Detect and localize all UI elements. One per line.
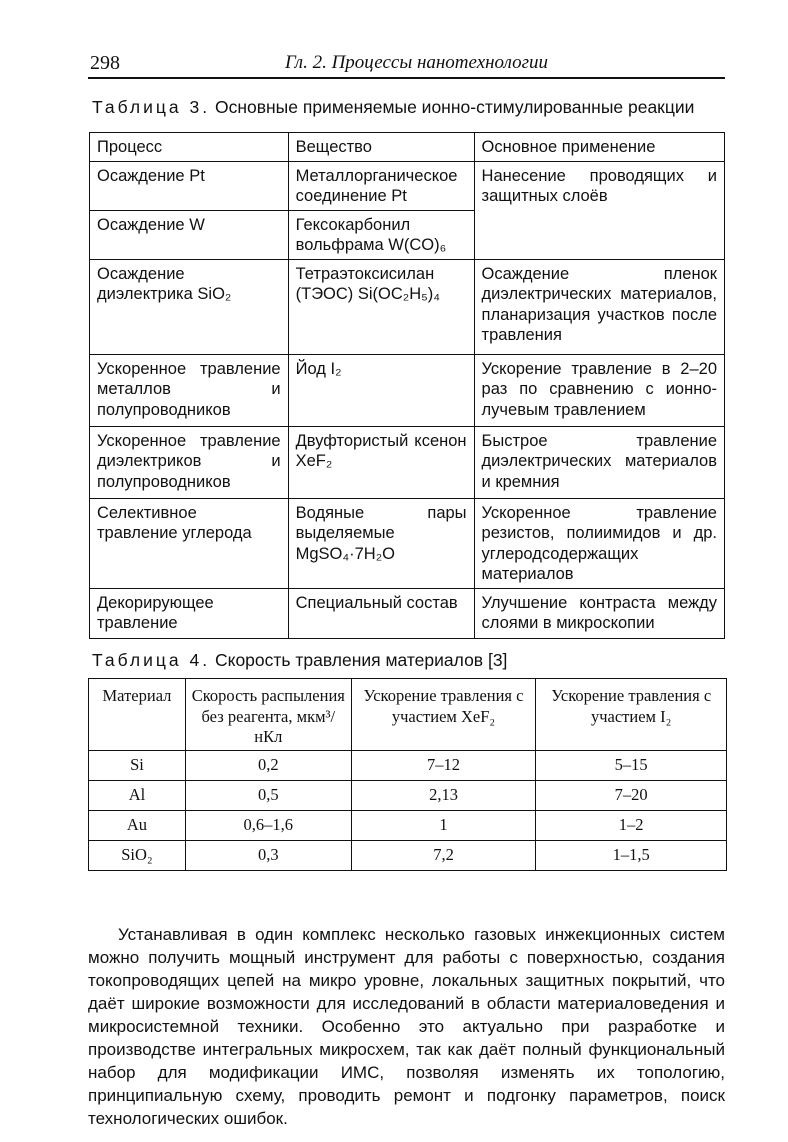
process-cell: Декорирующее травление	[90, 588, 289, 638]
table4-col-header: Ускорение травления с участием I₂	[536, 679, 727, 751]
table4-caption	[92, 650, 507, 671]
table3-caption-label: Таблица 3.	[92, 97, 211, 117]
process-cell: Ускоренное травление металлов и полупроводников	[90, 354, 289, 426]
table3-caption	[92, 97, 694, 118]
process-cell: Осаждение диэлектрика SiO₂	[90, 259, 289, 354]
application-cell: Ускорение травление в 2–20 раз по сравнению с ионно-лучевым травлением	[474, 354, 724, 426]
table3-row	[90, 588, 725, 638]
table3-row	[90, 498, 725, 588]
material-cell: Au	[89, 810, 186, 840]
table3-col-header: Процесс	[90, 133, 289, 162]
process-cell: Селективное травление углерода	[90, 498, 289, 588]
substance-cell: Специальный состав	[288, 588, 474, 638]
table3	[89, 132, 725, 639]
material-cell: Si	[89, 750, 186, 780]
table4-col-header: Материал	[89, 679, 186, 751]
table4-header-row	[89, 679, 727, 751]
header-rule	[88, 77, 725, 79]
table3-header-row	[90, 133, 725, 162]
material-cell: Al	[89, 780, 186, 810]
substance-cell: Гексокарбонил вольфрама W(CO)₆	[288, 210, 474, 259]
table3-row	[90, 161, 725, 210]
running-head: Гл. 2. Процессы нанотехнологии	[285, 52, 549, 73]
application-cell: Улучшение контраста между слоями в микроскопии	[474, 588, 724, 638]
i2-cell: 5–15	[536, 750, 727, 780]
xef2-cell: 7,2	[351, 840, 536, 870]
table3-row	[90, 426, 725, 498]
table3-row	[90, 354, 725, 426]
rate-cell: 0,2	[185, 750, 351, 780]
i2-cell: 1–2	[536, 810, 727, 840]
substance-cell: Водяные пары выделяемые MgSO₄·7H₂O	[288, 498, 474, 588]
process-cell: Осаждение Pt	[90, 161, 289, 210]
substance-cell: Йод I₂	[288, 354, 474, 426]
table4-row	[89, 840, 727, 870]
application-cell: Быстрое травление диэлектрических материалов и кремния	[474, 426, 724, 498]
table4-row	[89, 780, 727, 810]
table4-col-header: Ускорение травления с участием XeF₂	[351, 679, 536, 751]
table4-caption-text: Скорость травления материалов [3]	[214, 650, 508, 670]
table3-col-header: Вещество	[288, 133, 474, 162]
substance-cell: Тетраэтоксисилан (ТЭОС) Si(OC₂H₅)₄	[288, 259, 474, 354]
application-cell: Нанесение проводящих и защитных слоёв	[474, 161, 724, 259]
table3-caption-text: Основные применяемые ионно-стимулированные реакции	[214, 97, 695, 117]
process-cell: Осаждение W	[90, 210, 289, 259]
xef2-cell: 1	[351, 810, 536, 840]
i2-cell: 1–1,5	[536, 840, 727, 870]
substance-cell: Двуфтористый ксенон XeF₂	[288, 426, 474, 498]
table3-col-header: Основное применение	[474, 133, 724, 162]
table4-col-header: Скорость распыления без реагента, мкм³/нКл	[185, 679, 351, 751]
process-cell: Ускоренное травление диэлектриков и полупроводников	[90, 426, 289, 498]
application-cell: Осаждение пленок диэлектрических материалов, планаризация участков после травления	[474, 259, 724, 354]
table4	[88, 678, 727, 871]
rate-cell: 0,3	[185, 840, 351, 870]
table4-row	[89, 810, 727, 840]
rate-cell: 0,5	[185, 780, 351, 810]
xef2-cell: 7–12	[351, 750, 536, 780]
i2-cell: 7–20	[536, 780, 727, 810]
table4-caption-label: Таблица 4.	[92, 650, 211, 670]
xef2-cell: 2,13	[351, 780, 536, 810]
page-number: 298	[90, 52, 120, 74]
table4-row	[89, 750, 727, 780]
substance-cell: Металлорганическое соединение Pt	[288, 161, 474, 210]
rate-cell: 0,6–1,6	[185, 810, 351, 840]
body-paragraph: Устанавливая в один комплекс несколько газовых инжекционных систем можно получить мощный инструмент для работы с поверхностью, создания токопроводящих цепей на микро уровне, локальных защитных покрытий, что даёт широкие возможности для исследований в области материаловедения и микросистемной техники. Особенно это актуально при разработке и производстве интегральных микросхем, так как даёт полный функциональный набор для модификации ИМС, позволяя изменять их топологию, принципиальную схему, проводить ремонт и подгонку параметров, поиск технологических ошибок.	[88, 925, 725, 1128]
application-cell: Ускоренное травление резистов, полиимидов и др. углеродсодержащих материалов	[474, 498, 724, 588]
material-cell: SiO₂	[89, 840, 186, 870]
table3-row	[90, 259, 725, 354]
